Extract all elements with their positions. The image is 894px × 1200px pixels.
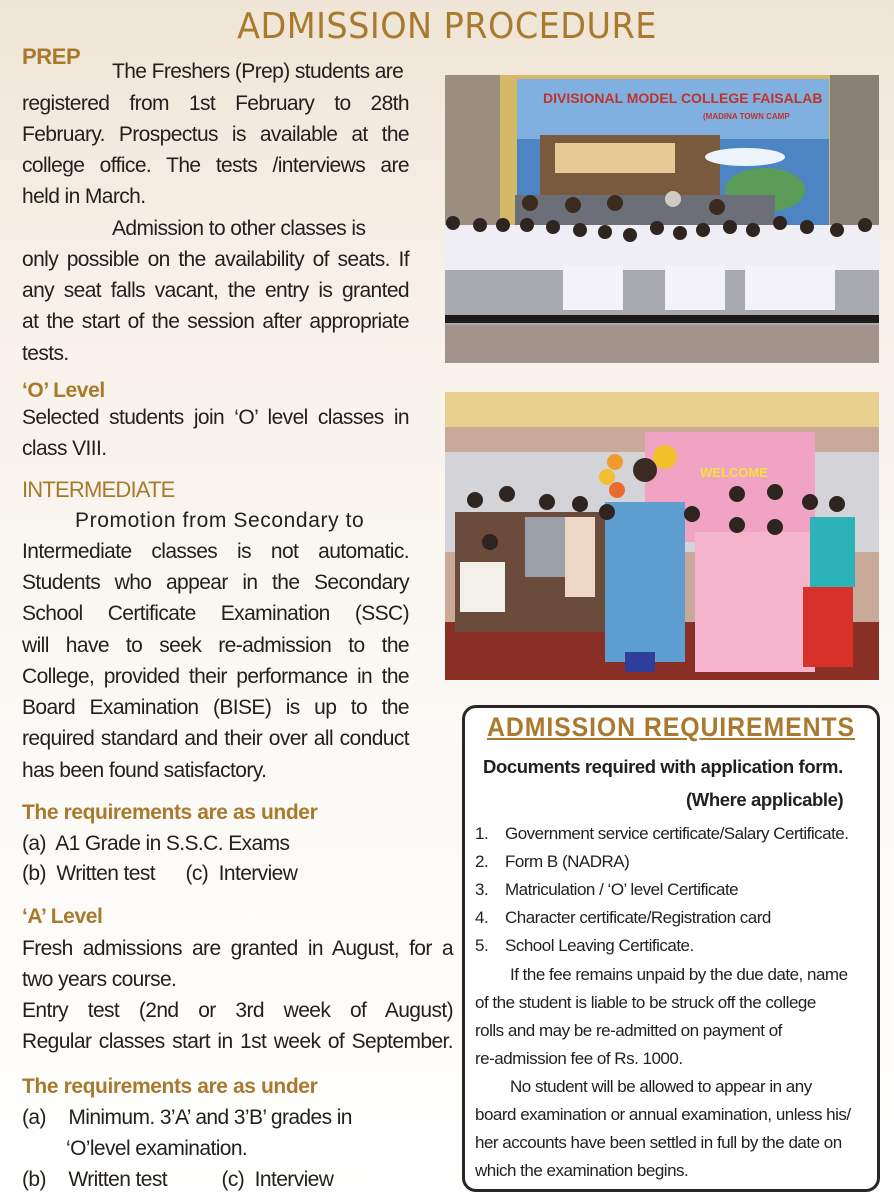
- welcome-banner: WELCOME: [700, 465, 768, 480]
- prep-heading: PREP: [22, 44, 81, 69]
- intermediate-req-heading: The requirements are as under: [22, 801, 318, 824]
- a-level-req-a2: ‘O’level examination.: [66, 1137, 248, 1160]
- item-number: 5.: [475, 936, 489, 955]
- prep-para2-line: any seat falls vacant, the entry is granted: [22, 279, 409, 302]
- item-number: 3.: [475, 880, 489, 899]
- req-label: (a): [22, 832, 46, 855]
- intermediate-line: Students who appear in the Secondary: [22, 571, 409, 594]
- admission-requirements-box: [462, 705, 880, 1192]
- req-text: Written test: [68, 1168, 167, 1191]
- req-label: (c): [221, 1168, 245, 1191]
- o-level-line: class VIII.: [22, 437, 107, 460]
- intermediate-heading: INTERMEDIATE: [22, 477, 175, 502]
- prep-para2-line: Admission to other classes is: [112, 217, 366, 240]
- fee-notice-line: of the student is liable to be struck off the college: [475, 993, 816, 1012]
- photo-graduation-ceremony: [445, 75, 879, 363]
- photo-welcome-event: [445, 392, 879, 680]
- a-level-heading: ‘A’ Level: [22, 905, 103, 928]
- requirement-item: [475, 880, 738, 900]
- item-text: Government service certificate/Salary Certificate.: [505, 824, 849, 843]
- intermediate-line: Board Examination (BISE) is up to the: [22, 696, 409, 719]
- intermediate-line: College, provided their performance in the: [22, 665, 409, 688]
- a-level-req-bc: [22, 1168, 333, 1192]
- a-level-line: Entry test (2nd or 3rd week of August): [22, 999, 453, 1022]
- requirement-item: [475, 852, 629, 872]
- photo-graduation-image: [445, 75, 879, 363]
- photo-welcome-image: [445, 392, 879, 680]
- prep-line: college office. The tests /interviews are: [22, 154, 409, 177]
- intermediate-line: Intermediate classes is not automatic.: [22, 540, 409, 563]
- a-level-line: two years course.: [22, 968, 177, 991]
- prep-line: held in March.: [22, 185, 146, 208]
- banner-subtitle: (MADINA TOWN CAMP: [703, 112, 790, 121]
- req-label: (c): [185, 862, 209, 885]
- prep-line: February. Prospectus is available at the: [22, 123, 409, 146]
- a-level-req-a: [22, 1106, 352, 1130]
- item-number: 4.: [475, 908, 489, 927]
- exam-notice-line: board examination or annual examination, unless his/: [475, 1105, 851, 1124]
- o-level-line: Selected students join ‘O’ level classes in: [22, 406, 409, 429]
- page-title: ADMISSION PROCEDURE: [237, 6, 657, 47]
- req-text: A1 Grade in S.S.C. Exams: [55, 832, 290, 855]
- banner-title: DIVISIONAL MODEL COLLEGE FAISALAB: [543, 90, 823, 106]
- item-text: Character certificate/Registration card: [505, 908, 771, 927]
- req-label: (a): [22, 1106, 46, 1129]
- requirement-item: [475, 908, 771, 928]
- prep-line: registered from 1st February to 28th: [22, 92, 409, 115]
- item-text: School Leaving Certificate.: [505, 936, 694, 955]
- req-text: Minimum. 3’A’ and 3’B’ grades in: [68, 1106, 352, 1129]
- prep-para2-line: only possible on the availability of seats. If: [22, 248, 409, 271]
- req-text: Written test: [56, 862, 155, 885]
- intermediate-line: has been found satisfactory.: [22, 759, 267, 782]
- req-text: Interview: [218, 862, 298, 885]
- item-number: 1.: [475, 824, 489, 843]
- exam-notice-line: her accounts have been settled in full by the date on: [475, 1133, 842, 1152]
- requirement-item: [475, 824, 848, 844]
- item-text: Form B (NADRA): [505, 852, 630, 871]
- item-text: Matriculation / ‘O’ level Certificate: [505, 880, 739, 899]
- fee-notice-line: re-admission fee of Rs. 1000.: [475, 1049, 683, 1068]
- req-label: (b): [22, 862, 46, 885]
- intermediate-req-bc: [22, 862, 297, 886]
- req-label: (b): [22, 1168, 46, 1191]
- prep-line: The Freshers (Prep) students are: [112, 60, 404, 83]
- intermediate-line: will have to seek re-admission to the: [22, 634, 409, 657]
- item-number: 2.: [475, 852, 489, 871]
- intermediate-line: School Certificate Examination (SSC): [22, 602, 409, 625]
- a-level-line: Fresh admissions are granted in August, for a: [22, 937, 453, 960]
- prep-para2-line: at the start of the session after appropriate: [22, 310, 409, 333]
- a-level-req-heading: The requirements are as under: [22, 1075, 318, 1098]
- requirement-item: [475, 936, 694, 956]
- intermediate-req-a: [22, 832, 289, 856]
- exam-notice-line: which the examination begins.: [475, 1161, 689, 1180]
- requirements-subtitle-2: (Where applicable): [686, 789, 844, 810]
- fee-notice-line: rolls and may be re-admitted on payment of: [475, 1021, 782, 1040]
- req-text: Interview: [254, 1168, 334, 1191]
- requirements-subtitle: Documents required with application form.: [483, 756, 843, 777]
- a-level-line: Regular classes start in 1st week of September.: [22, 1030, 453, 1053]
- requirements-title: ADMISSION REQUIREMENTS: [486, 712, 856, 742]
- prep-para2-line: tests.: [22, 342, 69, 365]
- fee-notice-line: If the fee remains unpaid by the due date, name: [510, 965, 848, 984]
- exam-notice-line: No student will be allowed to appear in any: [510, 1077, 812, 1096]
- intermediate-line: Promotion from Secondary to: [75, 509, 365, 532]
- intermediate-line: required standard and their over all conduct: [22, 727, 409, 750]
- o-level-heading: ‘O’ Level: [22, 379, 105, 402]
